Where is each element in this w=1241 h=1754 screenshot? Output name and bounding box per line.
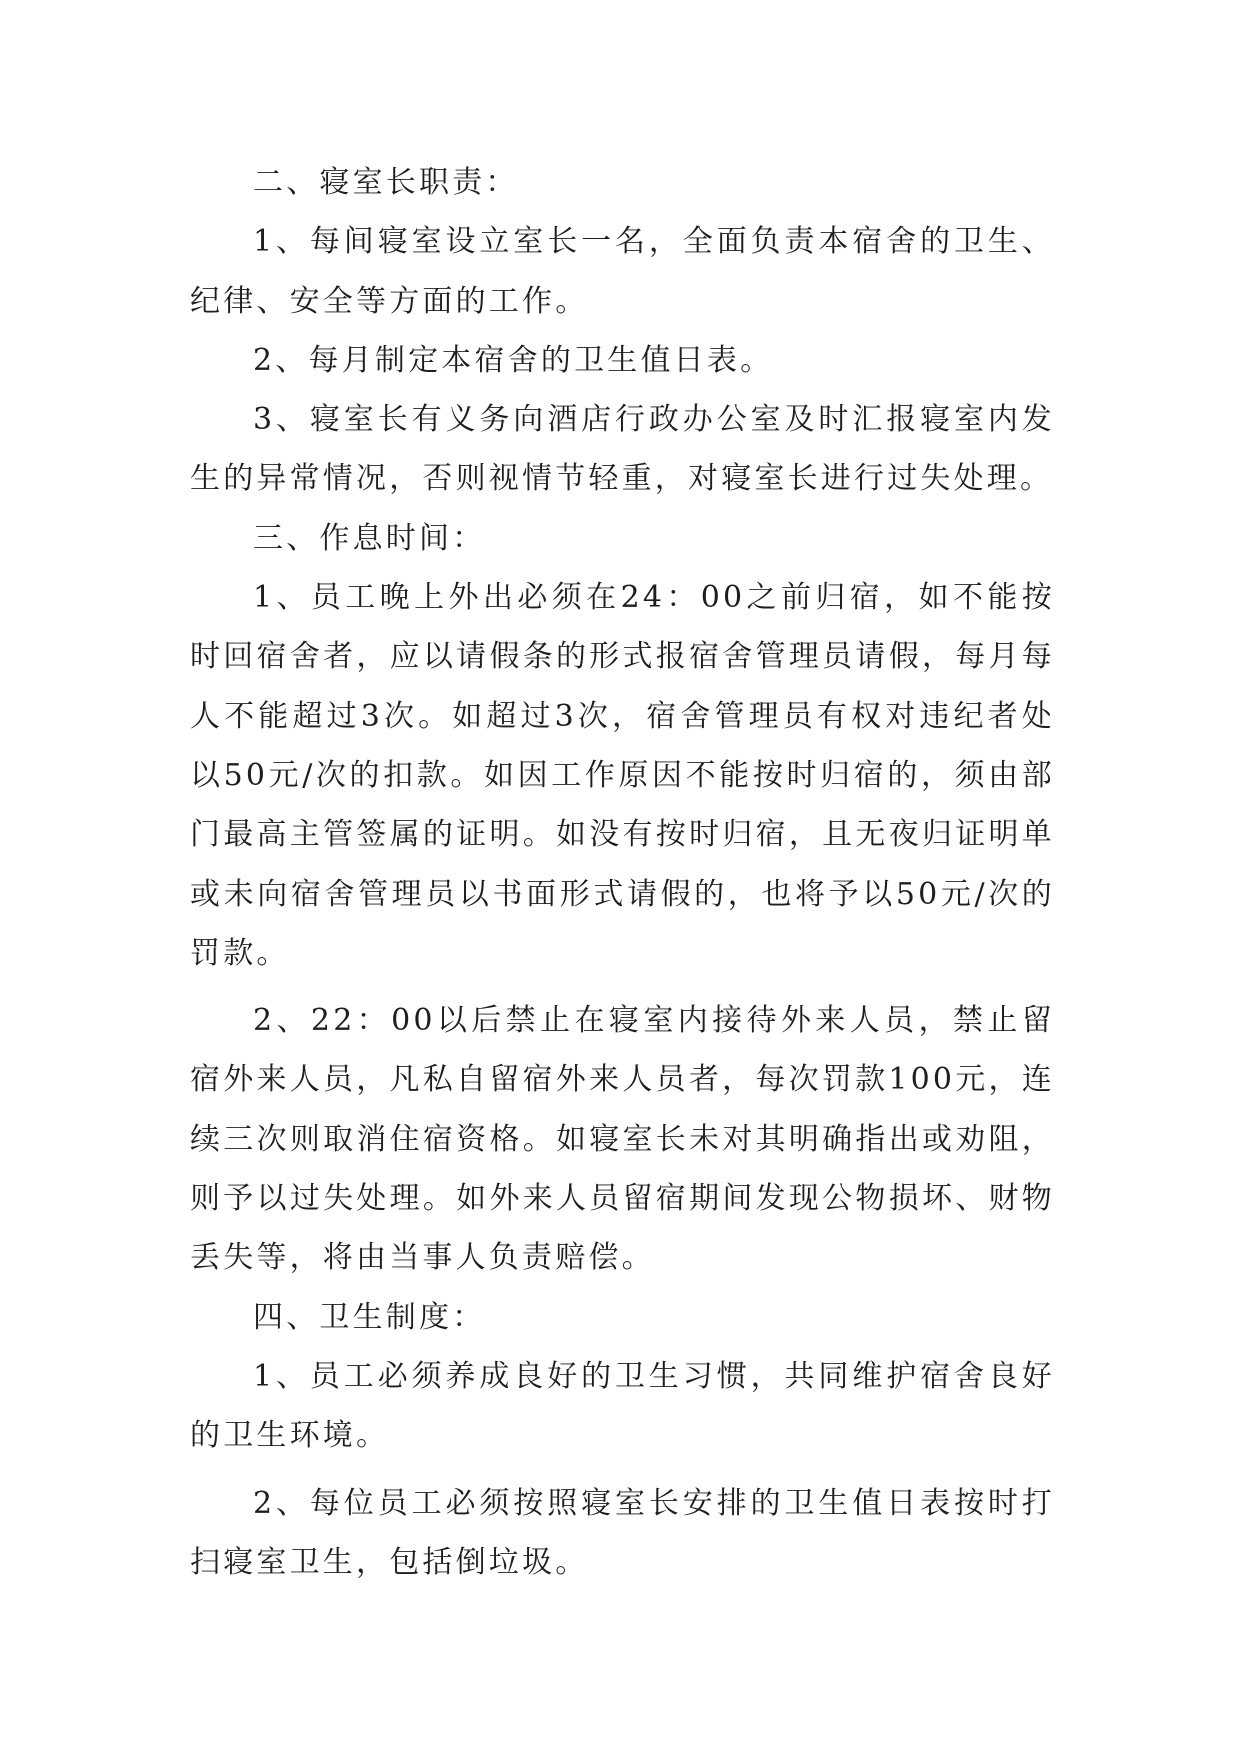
paragraph-hygiene-rule-1: 1、员工必须养成良好的卫生习惯，共同维护宿舍良好的卫生环境。 <box>190 1358 1055 1454</box>
section-heading-schedule: 三、作息时间： <box>253 520 486 556</box>
section-heading-hygiene: 四、卫生制度： <box>253 1299 486 1335</box>
paragraph-schedule-rule-1: 1、员工晚上外出必须在24：00之前归宿，如不能按时回宿舍者，应以请假条的形式报宿舍管理员请假，每月每人不能超过3次。如超过3次，宿舍管理员有权对违纪者处以50元/次的扣款。如因工作原因不能按时归宿的，须由部门最高主管签属的证明。如没有按时归宿，且无夜归证明单或未向宿舍管理员以书面形式请假的，也将予以50元/次的罚款。 <box>190 580 1055 971</box>
section-heading-dorm-leader-duties: 二、寝室长职责： <box>253 165 519 200</box>
paragraph-schedule-rule-2: 2、22：00以后禁止在寝室内接待外来人员，禁止留宿外来人员，凡私自留宿外来人员者，每次罚款100元，连续三次则取消住宿资格。如寝室长未对其明确指出或劝阻，则予以过失处理。如外来人员留宿期间发现公物损坏、财物丢失等，将由当事人负责赔偿。 <box>190 1003 1055 1276</box>
paragraph-dorm-leader-duty-3: 3、寝室长有义务向酒店行政办公室及时汇报寝室内发生的异常情况，否则视情节轻重，对寝室长进行过失处理。 <box>190 402 1055 497</box>
paragraph-dorm-leader-duty-2: 2、每月制定本宿舍的卫生值日表。 <box>253 342 774 378</box>
paragraph-hygiene-rule-2: 2、每位员工必须按照寝室长安排的卫生值日表按时打扫寝室卫生，包括倒垃圾。 <box>190 1485 1055 1580</box>
paragraph-dorm-leader-duty-1: 1、每间寝室设立室长一名，全面负责本宿舍的卫生、纪律、安全等方面的工作。 <box>190 224 1055 319</box>
document-page <box>190 153 1055 1592</box>
